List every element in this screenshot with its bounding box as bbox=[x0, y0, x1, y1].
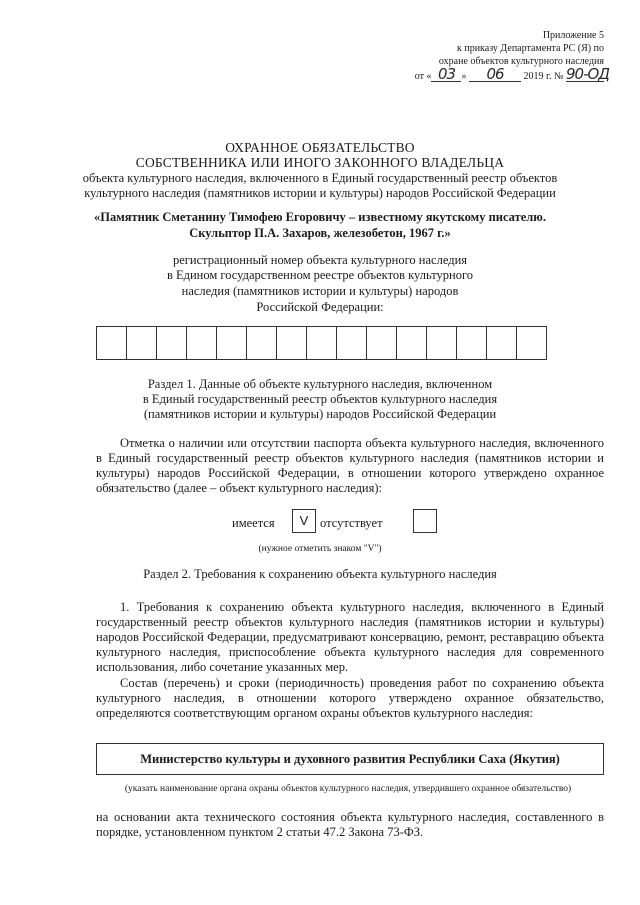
registration-digit-cell[interactable] bbox=[397, 327, 427, 359]
passport-paragraph: Отметка о наличии или отсутствии паспорта объекта культурного наследия, включенного в Единый государственный реестр объектов культурного наследия (памятников истории и культуры) народов Российской Федерации, в отношении которого утверждено охранное обязательство (далее – объект культурного наследия): bbox=[96, 436, 604, 495]
protection-authority-note: (указать наименование органа охраны объектов культурного наследия, утвердившего охранное обязательство) bbox=[124, 784, 572, 794]
registration-digit-cell[interactable] bbox=[457, 327, 487, 359]
registration-digit-cell[interactable] bbox=[487, 327, 517, 359]
appendix-number: 90-ОД bbox=[566, 65, 610, 83]
doc-subtitle-1: объекта культурного наследия, включенного в Единый государственный реестр объектов bbox=[82, 171, 558, 185]
passport-absent-checkbox[interactable] bbox=[413, 509, 437, 533]
section2-paragraph-2: Состав (перечень) и сроки (периодичность) проведения работ по сохранению объекта культурного наследия, в отношении которого утверждено охранное обязательство, определяются соответствующим органом охраны объектов культурного наследия: bbox=[96, 676, 604, 720]
section2-paragraph-1: 1. Требования к сохранению объекта культурного наследия, включенного в Единый государственный реестр объектов культурного наследия (памятников истории и культуры) народов Российской Федерации, предусматривают консервацию, ремонт, реставрацию объекта культурного наследия, приспособление объекта культурного наследия для современного использования, либо сочетание указанных мер. bbox=[96, 600, 604, 674]
appendix-month: 06 bbox=[469, 68, 521, 82]
appendix-line2: к приказу Департамента РС (Я) по bbox=[456, 43, 604, 54]
registration-digit-cell[interactable] bbox=[517, 327, 546, 359]
registration-digit-cell[interactable] bbox=[337, 327, 367, 359]
registration-line2: в Едином государственном реестре объектов культурного bbox=[166, 268, 474, 282]
protection-authority-box: Министерство культуры и духовного развития Республики Саха (Якутия) bbox=[96, 743, 604, 775]
passport-absent-label: отсутствует bbox=[320, 516, 383, 530]
appendix-line1: Приложение 5 bbox=[542, 30, 604, 41]
section2-paragraph-3: на основании акта технического состояния объекта культурного наследия, составленного в порядке, установленном пунктом 2 статьи 47.2 Закона 73-ФЗ. bbox=[96, 810, 604, 839]
appendix-date-line: от « 03 » 06 2019 г. № 90-ОД bbox=[414, 65, 610, 83]
passport-note: (нужное отметить знаком "V") bbox=[258, 544, 382, 554]
registration-line3: наследия (памятников истории и культуры) народов bbox=[181, 284, 459, 298]
section1-title-3: (памятников истории и культуры) народов Российской Федерации bbox=[143, 407, 497, 421]
object-name-2: Скульптор П.А. Захаров, железобетон, 1967 г.» bbox=[189, 226, 451, 240]
section1-title-2: в Единый государственный реестр объектов культурного наследия bbox=[142, 392, 498, 406]
registration-digit-cell[interactable] bbox=[187, 327, 217, 359]
section1-title-1: Раздел 1. Данные об объекте культурного наследия, включенном bbox=[147, 377, 493, 391]
appendix-day: 03 bbox=[431, 68, 461, 82]
registration-digit-cell[interactable] bbox=[217, 327, 247, 359]
registration-line1: регистрационный номер объекта культурного наследия bbox=[172, 253, 468, 267]
registration-digit-cell[interactable] bbox=[277, 327, 307, 359]
doc-subtitle-2: культурного наследия (памятников истории и культуры) народов Российской Федерации bbox=[84, 186, 556, 200]
registration-line4: Российской Федерации: bbox=[256, 300, 384, 314]
doc-title-1: ОХРАННОЕ ОБЯЗАТЕЛЬСТВО bbox=[225, 140, 415, 155]
registration-digit-cell[interactable] bbox=[157, 327, 187, 359]
appendix-line3: охране объектов культурного наследия bbox=[438, 56, 604, 67]
registration-digit-cell[interactable] bbox=[307, 327, 337, 359]
appendix-block bbox=[344, 29, 610, 83]
registration-number-grid[interactable] bbox=[96, 326, 547, 360]
passport-has-label: имеется bbox=[232, 516, 275, 530]
passport-has-checkbox[interactable]: V bbox=[292, 509, 316, 533]
doc-title-2: СОБСТВЕННИКА ИЛИ ИНОГО ЗАКОННОГО ВЛАДЕЛЬЦА bbox=[135, 155, 505, 170]
registration-digit-cell[interactable] bbox=[247, 327, 277, 359]
section2-title: Раздел 2. Требования к сохранению объекта культурного наследия bbox=[143, 567, 497, 581]
object-name-1: «Памятник Сметанину Тимофею Егоровичу – известному якутскому писателю. bbox=[94, 210, 546, 224]
registration-digit-cell[interactable] bbox=[427, 327, 457, 359]
registration-digit-cell[interactable] bbox=[127, 327, 157, 359]
registration-digit-cell[interactable] bbox=[367, 327, 397, 359]
registration-digit-cell[interactable] bbox=[97, 327, 127, 359]
